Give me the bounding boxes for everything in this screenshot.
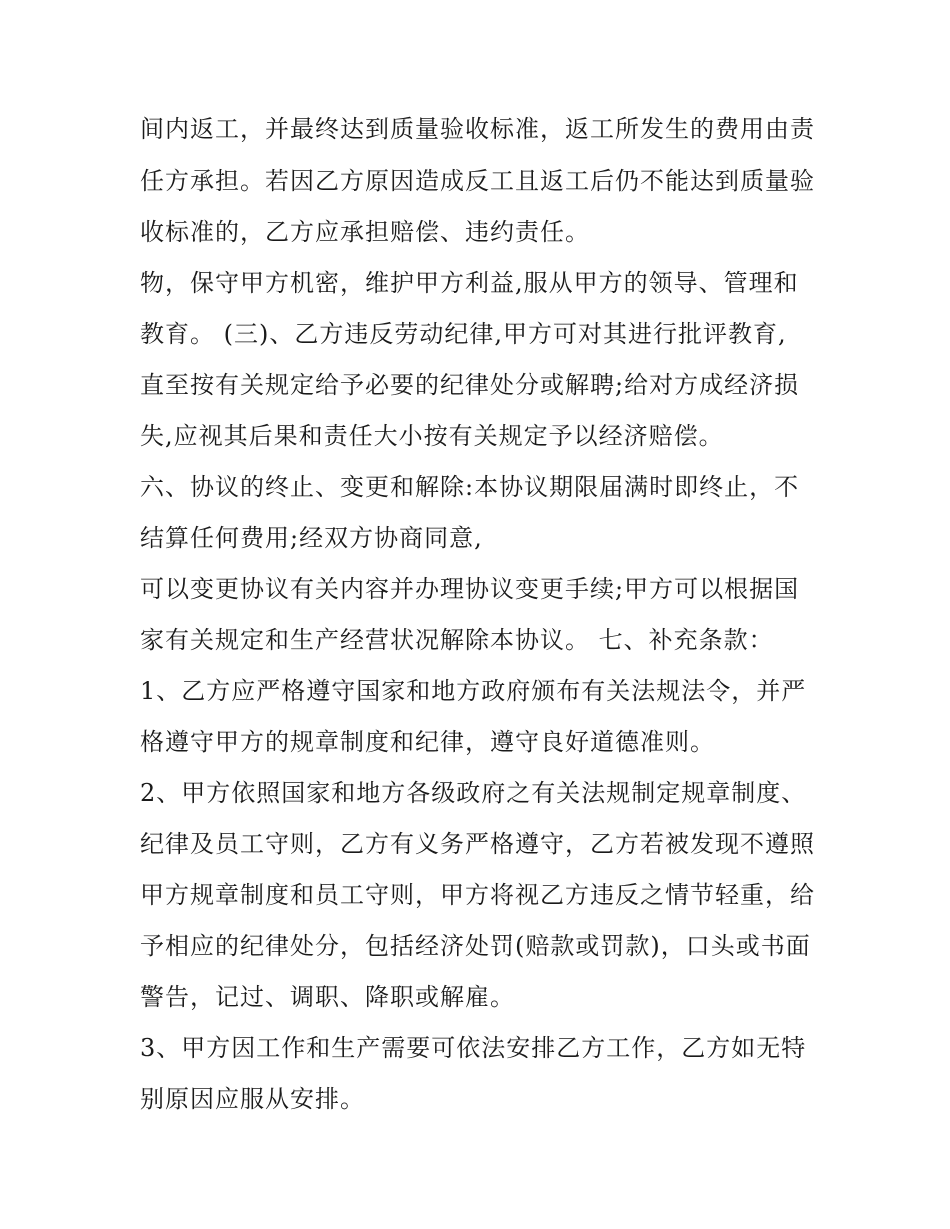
text-line: 直至按有关规定给予必要的纪律处分或解聘;给对方成经济损	[140, 371, 800, 399]
text-line: 纪律及员工守则，乙方有义务严格遵守，乙方若被发现不遵照	[140, 830, 815, 858]
text-line: 可以变更协议有关内容并办理协议变更手续;甲方可以根据国	[140, 575, 800, 603]
text-line: 1、乙方应严格遵守国家和地方政府颁布有关法规法令，并严	[140, 677, 807, 705]
text-line: 格遵守甲方的规章制度和纪律，遵守良好道德准则。	[140, 728, 715, 756]
text-line: 甲方规章制度和员工守则，甲方将视乙方违反之情节轻重，给	[140, 881, 815, 909]
text-line: 任方承担。若因乙方原因造成反工且返工后仍不能达到质量验	[140, 167, 815, 195]
text-line: 物，保守甲方机密，维护甲方利益,服从甲方的领导、管理和	[140, 269, 799, 297]
text-line: 予相应的纪律处分，包括经济处罚(赔款或罚款)，口头或书面	[140, 932, 811, 960]
text-line: 结算任何费用;经双方协商同意,	[140, 524, 483, 552]
text-line: 失,应视其后果和责任大小按有关规定予以经济赔偿。	[140, 422, 724, 450]
text-line: 间内返工，并最终达到质量验收标准，返工所发生的费用由责	[140, 115, 815, 143]
text-line: 教育。 (三)、乙方违反劳动纪律,甲方可对其进行批评教育,	[140, 320, 787, 348]
text-line: 别原因应服从安排。	[140, 1085, 365, 1113]
text-line: 六、协议的终止、变更和解除:本协议期限届满时即终止，不	[140, 473, 800, 501]
text-line: 警告，记过、调职、降职或解雇。	[140, 983, 515, 1011]
text-line: 家有关规定和生产经营状况解除本协议。 七、补充条款：	[140, 626, 774, 654]
text-line: 收标准的，乙方应承担赔偿、违约责任。	[140, 218, 590, 246]
text-line: 3、甲方因工作和生产需要可依法安排乙方工作，乙方如无特	[140, 1034, 807, 1062]
text-line: 2、甲方依照国家和地方各级政府之有关法规制定规章制度、	[140, 779, 807, 807]
